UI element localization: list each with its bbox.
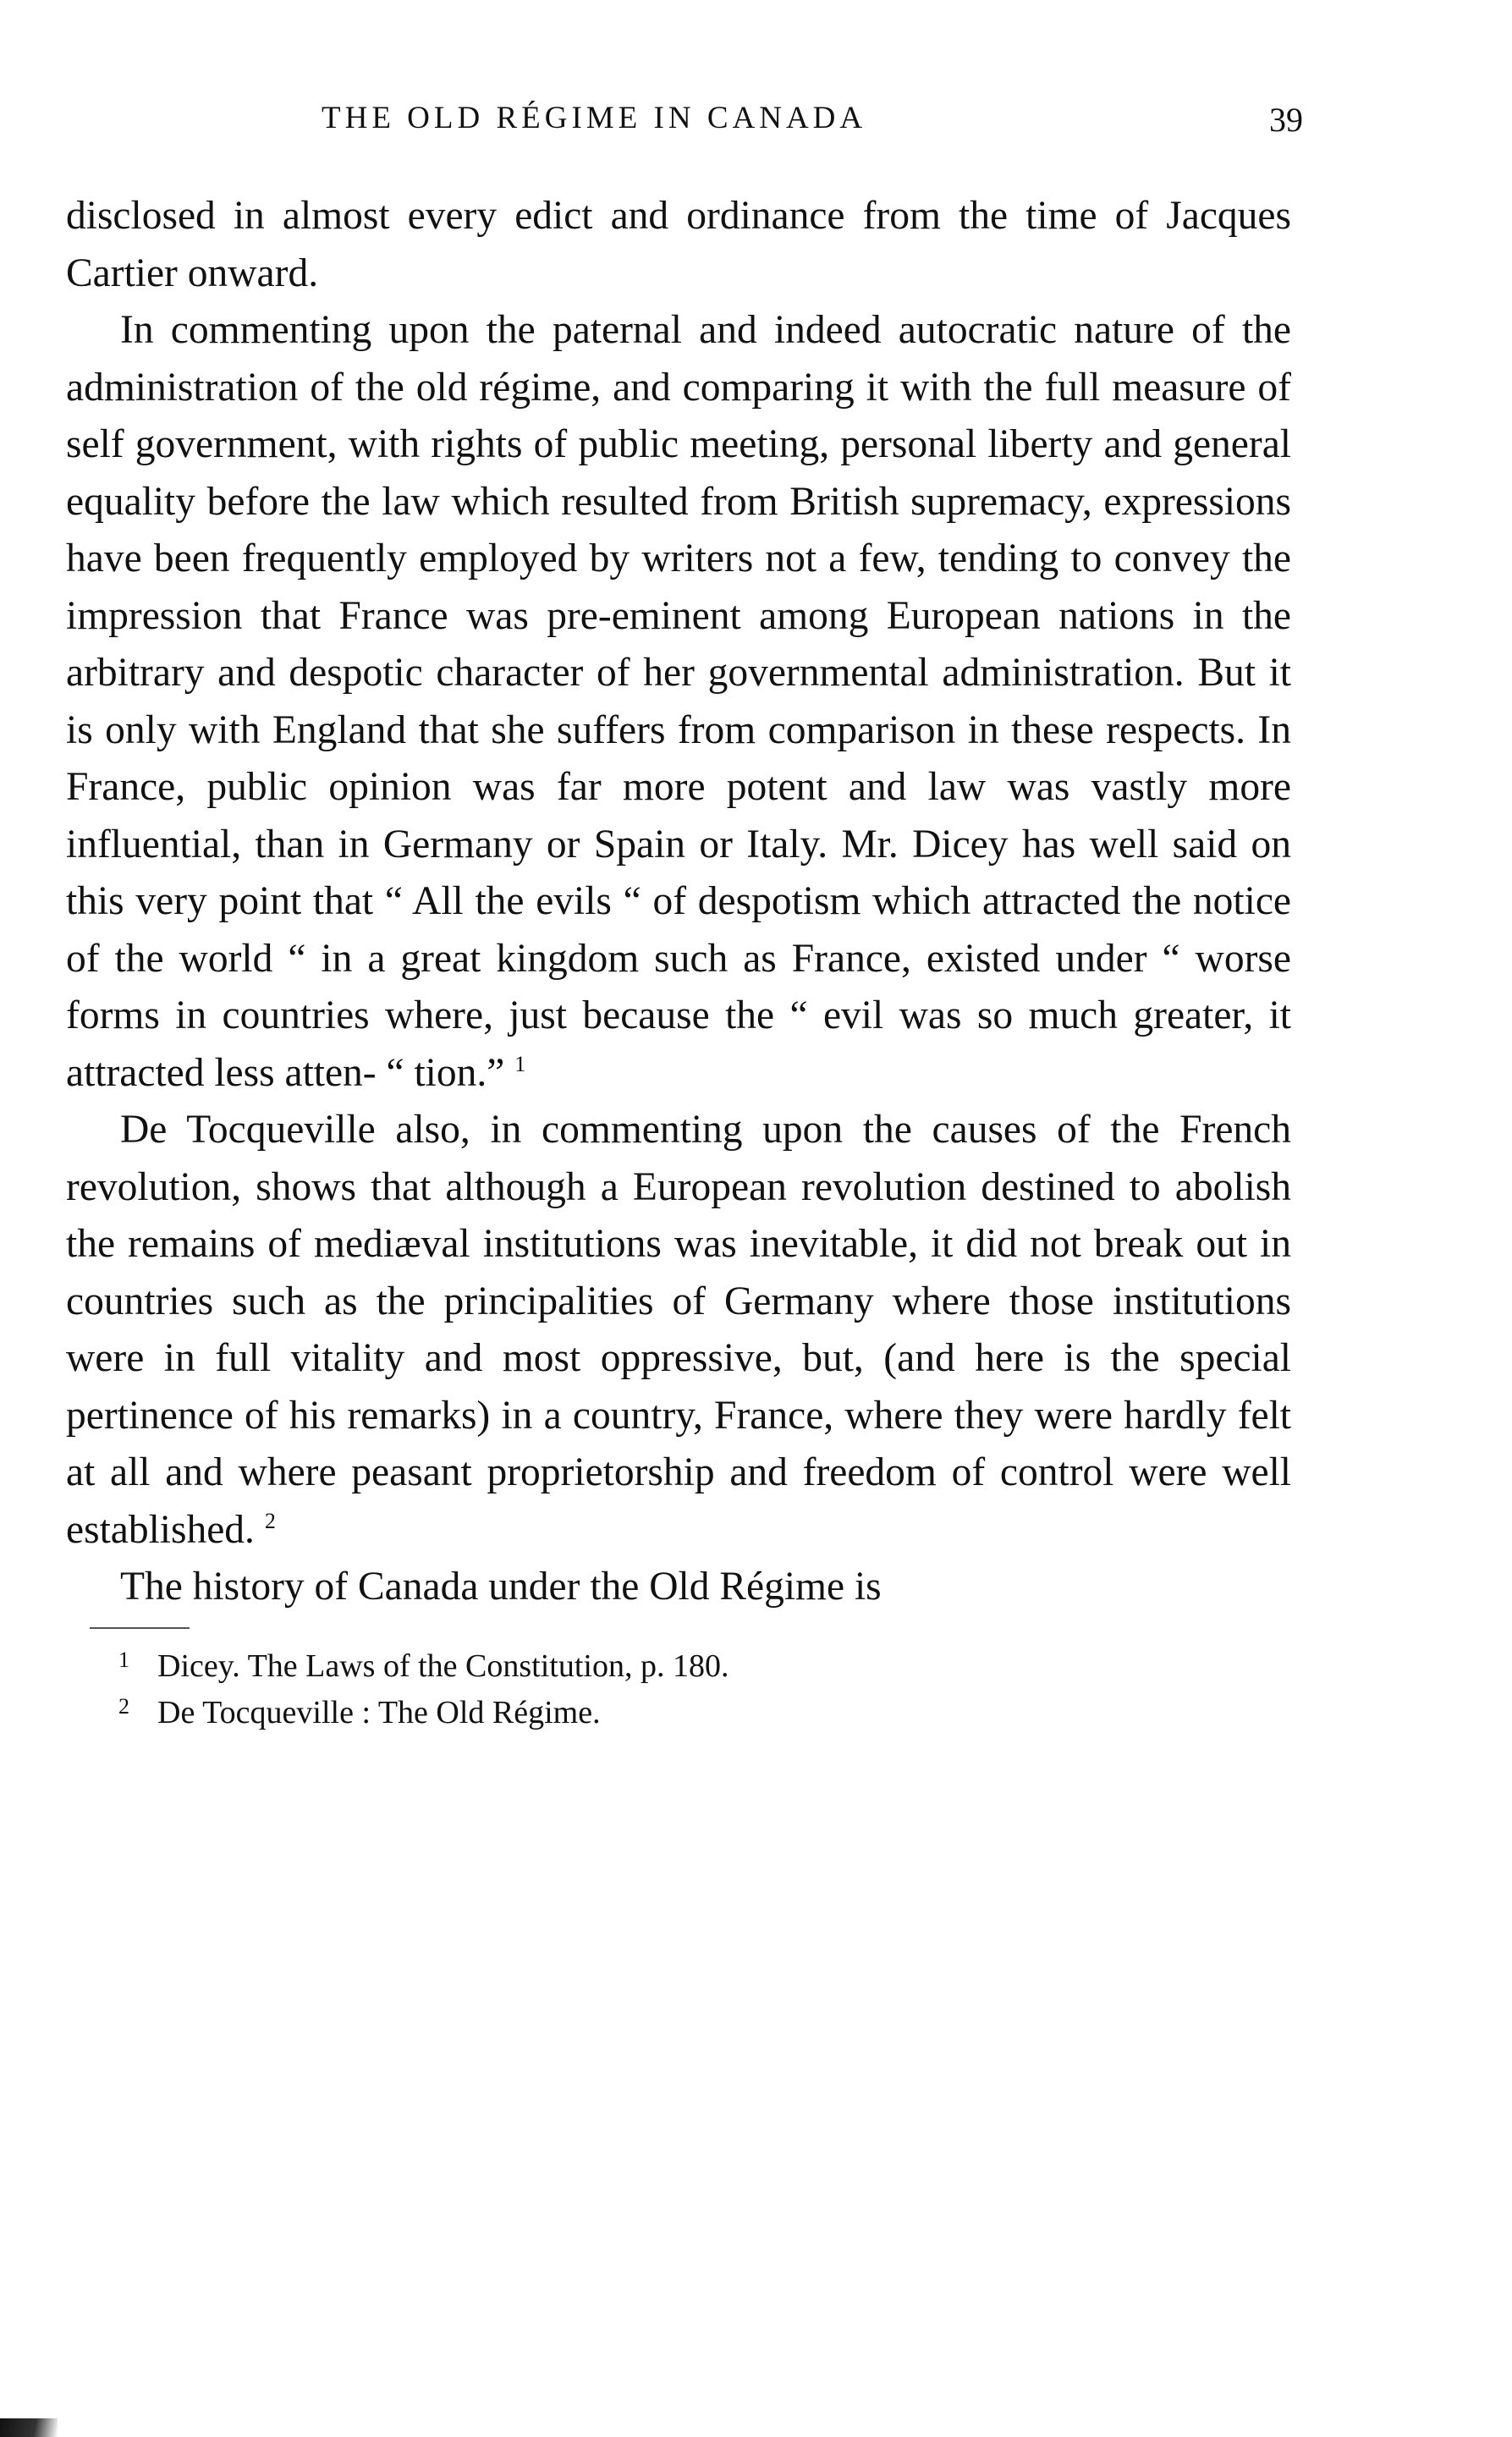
page-number: 39 xyxy=(1269,101,1303,139)
footnotes xyxy=(118,1643,1218,1736)
footnote-text-2: De Tocqueville : The Old Régime. xyxy=(157,1695,601,1730)
paragraph-1: disclosed in almost every edict and ordinance from the time of Jacques Cartier onward. xyxy=(66,194,1291,295)
footnote-mark-1: 1 xyxy=(118,1648,129,1672)
footnote-ref-2: 2 xyxy=(264,1508,276,1533)
footnote-divider xyxy=(90,1627,190,1629)
paragraph-3: De Tocqueville also, in commenting upon the causes of the French revolution, shows that although a European revolution destined to abolish the remains of mediæval institutions was inevitable, it did not break out in countries such as the principalities of Germany where those institutions were in full vitality and most oppressive, but, (and here is the special pertinence of his remarks) in a country, France, where they were hardly felt at all and where peasant proprietorship and freedom of control were well established. $^2$ xyxy=(66,1108,1291,1552)
footnote-mark-2: 2 xyxy=(118,1694,129,1719)
paragraph-2: In commenting upon the paternal and indeed autocratic nature of the administration of the old régime, and comparing it with the full measure of self government, with rights of public meeting, personal liberty and general equality before the law which resulted from British supremacy, expressions have been frequently employed by writers not a few, tending to convey the impression that France was pre-eminent among European nations in the arbitrary and despotic character of her governmental administration. But it is only with England that she suffers from comparison in these respects. In France, public opinion was far more potent and law was vastly more influential, than in Germany or Spain or Italy. Mr. Dicey has well said on this very point that “ All the evils “ of despotism which attracted the notice of the world “ in a great kingdom such as France, existed under “ worse forms in countries where, just because the “ evil was so much greater, it attracted less atten- “ tion.” $^1$ xyxy=(66,308,1291,1095)
scan-edge-mark xyxy=(0,2418,58,2437)
footnote-1 xyxy=(118,1643,1218,1690)
body-text xyxy=(66,188,1291,1616)
footnote-ref-1: 1 xyxy=(514,1051,526,1076)
running-title: THE OLD RÉGIME IN CANADA xyxy=(322,101,867,135)
footnote-2 xyxy=(118,1690,1218,1736)
footnote-text-1: Dicey. The Laws of the Constitution, p. 180. xyxy=(157,1648,729,1684)
paragraph-4: The history of Canada under the Old Régime is xyxy=(120,1565,882,1609)
page-header xyxy=(322,100,1303,151)
